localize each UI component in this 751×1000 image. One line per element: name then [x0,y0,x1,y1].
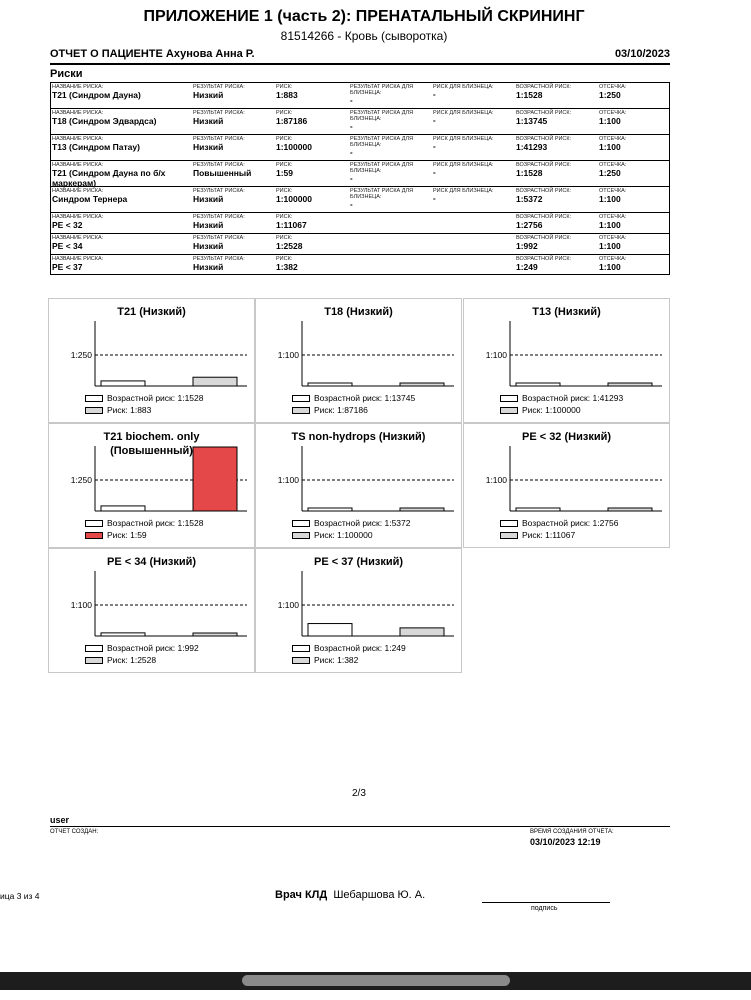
risk-table [50,82,670,275]
patient-bar [50,47,670,65]
legend-swatch [85,395,103,402]
chart-bar-risk [400,508,444,511]
risk-cell-label: РЕЗУЛЬТАТ РИСКА: [193,188,245,194]
risk-cell-value: 1:59 [276,168,294,178]
chart-title: T18 (Низкий) [324,306,393,318]
risk-cell-name [52,235,192,251]
risk-cell-label: РИСК: [276,256,293,262]
risk-cell-cutoff [599,256,669,272]
legend-swatch [292,520,310,527]
legend-text: Риск: 1:59 [107,530,147,540]
risk-cell-value: 1:883 [276,90,298,100]
risk-cell-name [52,256,192,272]
patient-name: ОТЧЕТ О ПАЦИЕНТЕ Ахунова Анна Р. [50,48,255,60]
risk-cell-label: ВОЗРАСТНОЙ РИСК: [516,84,572,90]
risk-row [50,233,670,254]
doctor-name: Шебаршова Ю. А. [333,889,426,901]
risk-chart [255,298,462,423]
risk-cell-value: - [433,90,436,99]
risk-cell-value: 1:2528 [276,241,303,251]
legend-text: Возрастной риск: 1:1528 [107,393,204,403]
risk-cell-risk [276,188,346,204]
risk-chart [48,548,255,673]
risk-cell-name [52,188,192,204]
risk-cell-label: РИСК ДЛЯ БЛИЗНЕЦА: [433,110,494,116]
risk-cell-name [52,162,192,188]
legend-text: Риск: 1:11067 [522,530,576,540]
risk-cell-value: 1:250 [599,168,621,178]
risk-cell-value: Низкий [193,194,224,204]
risk-cell-label: РИСК ДЛЯ БЛИЗНЕЦА: [433,136,494,142]
risk-cell-value: 1:100000 [276,142,312,152]
legend-swatch [292,645,310,652]
risk-cell-twin-result [350,110,430,132]
doctor-signature [275,889,425,901]
risk-cell-value: PE < 37 [52,262,83,272]
risk-cell-label: РЕЗУЛЬТАТ РИСКА: [193,214,245,220]
risk-cell-value: PE < 34 [52,241,83,251]
risk-cell-risk [276,256,346,272]
legend-swatch [500,520,518,527]
legend-text: Возрастной риск: 1:992 [107,643,199,653]
risk-cell-result [193,214,273,230]
legend-swatch [85,520,103,527]
risk-cell-label: РИСК ДЛЯ БЛИЗНЕЦА: [433,188,494,194]
risk-cell-value: 1:41293 [516,142,548,152]
risk-cell-value: Низкий [193,241,224,251]
risk-cell-value: 1:250 [599,90,621,100]
risk-cell-label: ОТСЕЧКА: [599,214,627,220]
risk-row [50,82,670,108]
risk-cell-value: 1:992 [516,241,538,251]
legend-swatch [85,645,103,652]
chart-cutoff-label: 1:100 [485,475,507,485]
report-title: ПРИЛОЖЕНИЕ 1 (часть 2): ПРЕНАТАЛЬНЫЙ СКРИНИНГ [143,8,585,25]
risk-cell-label: РЕЗУЛЬТАТ РИСКА: [193,162,245,168]
risk-cell-value: - [350,174,353,183]
risk-cell-label: РЕЗУЛЬТАТ РИСКА ДЛЯ БЛИЗНЕЦА: [350,136,414,148]
risk-cell-age-risk [516,110,596,126]
risk-cell-value: PE < 32 [52,220,83,230]
legend-swatch [500,407,518,414]
legend-swatch [292,395,310,402]
legend-text: Возрастной риск: 1:2756 [522,518,619,528]
risk-cell-label: ОТСЕЧКА: [599,188,627,194]
risk-cell-name [52,110,192,126]
risk-cell-label: НАЗВАНИЕ РИСКА: [52,84,104,90]
risk-cell-value: 1:11067 [276,220,307,230]
risk-cell-age-risk [516,235,596,251]
risk-cell-value: T21 (Синдром Дауна по б/х маркерам) [52,168,166,188]
risk-cell-label: РИСК: [276,84,293,90]
risk-cell-cutoff [599,110,669,126]
risk-cell-label: НАЗВАНИЕ РИСКА: [52,110,104,116]
risk-cell-label: РЕЗУЛЬТАТ РИСКА ДЛЯ БЛИЗНЕЦА: [350,162,414,174]
risk-cell-label: НАЗВАНИЕ РИСКА: [52,235,104,241]
risk-cell-name [52,136,192,152]
risk-cell-label: НАЗВАНИЕ РИСКА: [52,256,104,262]
risk-cell-cutoff [599,188,669,204]
chart-plot [256,549,463,674]
risk-cell-twin-risk [433,136,513,152]
risk-row [50,134,670,160]
risk-cell-label: РЕЗУЛЬТАТ РИСКА ДЛЯ БЛИЗНЕЦА: [350,188,414,200]
risk-cell-label: ВОЗРАСТНОЙ РИСК: [516,214,572,220]
chart-plot [49,424,256,549]
risk-cell-risk [276,235,346,251]
chart-legend-age [292,518,411,528]
risk-cell-cutoff [599,214,669,230]
risk-cell-label: ОТСЕЧКА: [599,136,627,142]
risk-cell-label: РИСК: [276,214,293,220]
chart-legend-risk [292,655,358,665]
risk-cell-label: ВОЗРАСТНОЙ РИСК: [516,136,572,142]
legend-text: Риск: 1:100000 [314,530,373,540]
legend-swatch [500,395,518,402]
risk-cell-cutoff [599,235,669,251]
risk-cell-value: 1:382 [276,262,298,272]
risk-cell-result [193,136,273,152]
chart-bar-age-risk [308,624,352,636]
risk-cell-result [193,84,273,100]
risk-cell-result [193,256,273,272]
chart-plot [49,299,256,424]
risk-cell-twin-risk [433,84,513,100]
risk-cell-value: T21 (Синдром Дауна) [52,90,141,100]
risk-cell-label: РИСК: [276,162,293,168]
chart-legend-risk [85,405,151,415]
chart-bar-age-risk [101,381,145,386]
chart-bar-age-risk [308,383,352,386]
created-time: 03/10/2023 12:19 [530,837,601,847]
chart-legend-age [500,393,623,403]
legend-swatch [85,657,103,664]
risk-chart [48,423,255,548]
risk-cell-label: ВОЗРАСТНОЙ РИСК: [516,110,572,116]
legend-text: Возрастной риск: 1:1528 [107,518,204,528]
chart-bar-risk [193,633,237,636]
risk-cell-value: - [433,168,436,177]
risk-cell-label: РЕЗУЛЬТАТ РИСКА: [193,110,245,116]
risk-cell-name [52,84,192,100]
risk-cell-label: РИСК: [276,110,293,116]
risk-cell-result [193,110,273,126]
risk-cell-label: РЕЗУЛЬТАТ РИСКА ДЛЯ БЛИЗНЕЦА: [350,110,414,122]
risk-cell-value: Низкий [193,220,224,230]
risk-cell-label: РИСК: [276,235,293,241]
horizontal-scrollbar[interactable] [242,975,510,986]
risk-cell-twin-risk [433,188,513,204]
risk-cell-label: РЕЗУЛЬТАТ РИСКА: [193,256,245,262]
risk-cell-value: 1:87186 [276,116,308,126]
risk-cell-value: Синдром Тернера [52,194,128,204]
risk-cell-value: - [433,142,436,151]
risk-cell-value: T13 (Синдром Патау) [52,142,140,152]
legend-text: Риск: 1:87186 [314,405,368,415]
risk-cell-twin-result [350,162,430,184]
risk-cell-risk [276,136,346,152]
legend-text: Возрастной риск: 1:5372 [314,518,411,528]
chart-title: PE < 37 (Низкий) [313,556,404,568]
risk-cell-label: НАЗВАНИЕ РИСКА: [52,136,104,142]
chart-title: T21 biochem. only (Повышенный) [103,431,200,457]
chart-bar-age-risk [101,506,145,511]
risk-cell-value: Повышенный [193,168,252,178]
risk-cell-twin-risk [433,162,513,178]
chart-legend-risk [500,405,581,415]
page-number: 2/3 [352,788,366,799]
chart-legend-age [85,393,204,403]
risk-cell-cutoff [599,162,669,178]
chart-title: PE < 32 (Низкий) [521,431,612,443]
risk-cell-label: ОТСЕЧКА: [599,256,627,262]
chart-cutoff-label: 1:100 [70,600,92,610]
risk-cell-value: 1:100 [599,220,621,230]
risk-chart [255,423,462,548]
risk-cell-age-risk [516,162,596,178]
risk-cell-age-risk [516,84,596,100]
risk-cell-twin-risk [433,110,513,126]
chart-bar-risk [608,383,652,386]
risk-row [50,186,670,212]
report-date: 03/10/2023 [614,48,670,60]
risk-cell-age-risk [516,136,596,152]
risk-cell-value: - [350,122,353,131]
risk-cell-risk [276,110,346,126]
risk-chart [255,548,462,673]
chart-bar-age-risk [516,383,560,386]
risk-cell-label: ОТСЕЧКА: [599,162,627,168]
risk-cell-label: НАЗВАНИЕ РИСКА: [52,162,104,168]
risk-cell-label: РЕЗУЛЬТАТ РИСКА: [193,136,245,142]
risk-cell-label: РЕЗУЛЬТАТ РИСКА ДЛЯ БЛИЗНЕЦА: [350,84,414,96]
chart-cutoff-label: 1:100 [277,475,299,485]
risk-cell-label: ВОЗРАСТНОЙ РИСК: [516,188,572,194]
risk-cell-value: 1:13745 [516,116,548,126]
risk-cell-value: 1:100 [599,262,621,272]
legend-text: Риск: 1:382 [314,655,359,665]
risk-cell-twin-result [350,136,430,158]
risk-cell-label: ОТСЕЧКА: [599,84,627,90]
risk-cell-value: 1:1528 [516,90,543,100]
chart-legend-risk [85,530,147,540]
chart-title: T21 (Низкий) [117,306,186,318]
risk-cell-value: 1:100 [599,241,621,251]
risk-chart [463,298,670,423]
signature-line [482,902,610,903]
risk-cell-value: Низкий [193,142,224,152]
risk-cell-value: - [433,194,436,203]
legend-swatch [85,532,103,539]
side-page-number: ица 3 из 4 [0,891,40,901]
chart-title: TS non-hydrops (Низкий) [291,431,426,443]
risk-row [50,108,670,134]
risk-cell-value: 1:1528 [516,168,543,178]
chart-cutoff-label: 1:250 [70,350,92,360]
signature-label: подпись [531,905,558,912]
risk-cell-value: 1:100 [599,142,621,152]
chart-legend-risk [500,530,575,540]
chart-bar-risk [400,628,444,636]
chart-bar-risk [400,383,444,386]
report-subtitle: 81514266 - Кровь (сыворотка) [280,29,448,43]
risk-cell-value: - [350,96,353,105]
chart-bar-age-risk [101,633,145,636]
chart-bar-age-risk [308,508,352,511]
created-time-label: ВРЕМЯ СОЗДАНИЯ ОТЧЕТА: [530,829,614,835]
risk-cell-age-risk [516,214,596,230]
risk-cell-risk [276,84,346,100]
legend-swatch [292,657,310,664]
doctor-role: Врач КЛД [275,889,328,901]
legend-text: Риск: 1:2528 [107,655,157,665]
risk-cell-label: РИСК ДЛЯ БЛИЗНЕЦА: [433,162,494,168]
risk-cell-value: 1:100 [599,116,621,126]
chart-legend-age [85,643,199,653]
legend-text: Риск: 1:883 [107,405,152,415]
chart-legend-age [292,643,406,653]
risks-title: Риски [50,68,83,80]
risk-cell-value: 1:100000 [276,194,312,204]
risk-cell-twin-result [350,84,430,106]
risk-cell-age-risk [516,188,596,204]
risk-cell-label: НАЗВАНИЕ РИСКА: [52,214,104,220]
risk-cell-label: ОТСЕЧКА: [599,110,627,116]
user-name: user [50,815,70,825]
legend-text: Возрастной риск: 1:13745 [314,393,416,403]
legend-text: Риск: 1:100000 [522,405,581,415]
risk-cell-value: - [350,148,353,157]
legend-text: Возрастной риск: 1:41293 [522,393,624,403]
risk-cell-cutoff [599,84,669,100]
chart-bar-age-risk [516,508,560,511]
risk-cell-label: РЕЗУЛЬТАТ РИСКА: [193,84,245,90]
risk-cell-label: НАЗВАНИЕ РИСКА: [52,188,104,194]
risk-cell-value: Низкий [193,116,224,126]
risk-cell-name [52,214,192,230]
risk-cell-value: 1:2756 [516,220,543,230]
risk-cell-label: ВОЗРАСТНОЙ РИСК: [516,256,572,262]
risk-cell-risk [276,214,346,230]
risk-chart [463,423,670,548]
chart-legend-risk [85,655,156,665]
risk-cell-label: РИСК: [276,136,293,142]
risk-cell-label: РИСК: [276,188,293,194]
risk-row [50,254,670,275]
risk-cell-result [193,162,273,178]
risk-cell-label: РИСК ДЛЯ БЛИЗНЕЦА: [433,84,494,90]
risk-cell-value: Низкий [193,262,224,272]
risk-cell-value: T18 (Синдром Эдвардса) [52,116,157,126]
risk-cell-label: ВОЗРАСТНОЙ РИСК: [516,235,572,241]
risk-chart [48,298,255,423]
chart-title: PE < 34 (Низкий) [106,556,197,568]
chart-legend-age [500,518,619,528]
legend-swatch [85,407,103,414]
chart-bar-risk [193,447,237,511]
risk-cell-value: - [350,200,353,209]
chart-cutoff-label: 1:250 [70,475,92,485]
chart-bar-risk [193,377,237,386]
risk-cell-risk [276,162,346,178]
risk-cell-value: - [433,116,436,125]
risk-cell-twin-result [350,188,430,210]
legend-swatch [500,532,518,539]
risk-cell-label: ОТСЕЧКА: [599,235,627,241]
risk-cell-value: Низкий [193,90,224,100]
chart-legend-age [292,393,415,403]
chart-legend-risk [292,530,373,540]
risk-charts [48,298,673,674]
risk-row [50,212,670,233]
chart-bar-risk [608,508,652,511]
risk-row [50,160,670,186]
legend-text: Возрастной риск: 1:249 [314,643,406,653]
risk-cell-age-risk [516,256,596,272]
risk-cell-value: 1:249 [516,262,538,272]
chart-legend-age [85,518,204,528]
chart-cutoff-label: 1:100 [277,350,299,360]
risk-cell-value: 1:5372 [516,194,543,204]
risk-cell-value: 1:100 [599,194,621,204]
created-label: ОТЧЕТ СОЗДАН: [50,829,99,835]
risk-cell-result [193,235,273,251]
chart-title: T13 (Низкий) [532,306,601,318]
risk-cell-label: ВОЗРАСТНОЙ РИСК: [516,162,572,168]
chart-legend-risk [292,405,368,415]
risk-cell-cutoff [599,136,669,152]
risk-cell-label: РЕЗУЛЬТАТ РИСКА: [193,235,245,241]
chart-cutoff-label: 1:100 [485,350,507,360]
legend-swatch [292,532,310,539]
risk-cell-result [193,188,273,204]
footer-divider [50,826,670,827]
legend-swatch [292,407,310,414]
chart-cutoff-label: 1:100 [277,600,299,610]
